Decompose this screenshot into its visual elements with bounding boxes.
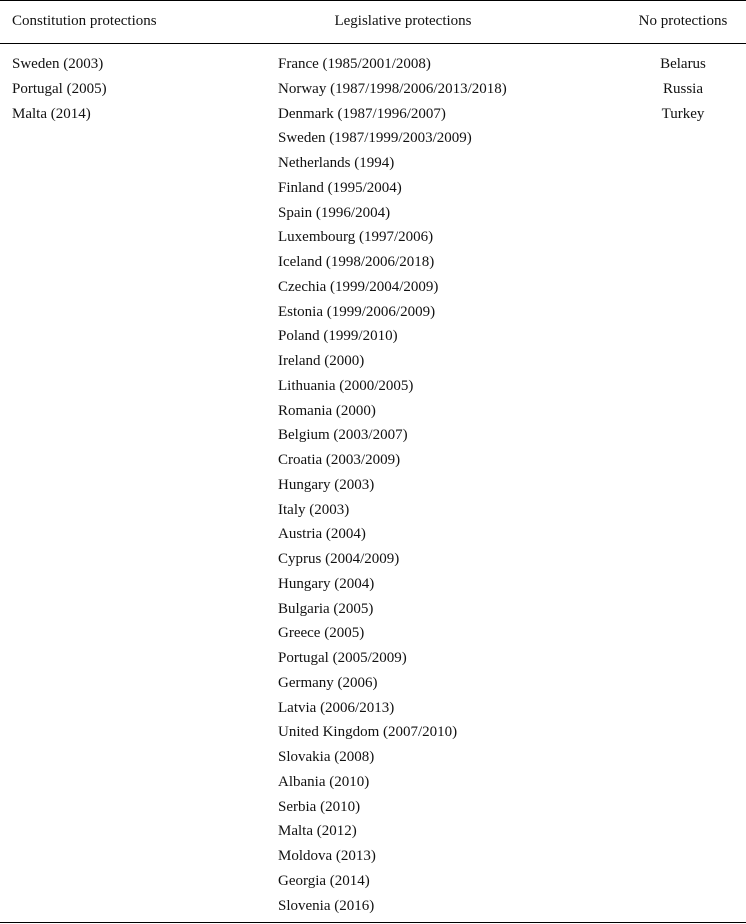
header-constitution-protections: Constitution protections xyxy=(12,13,157,29)
table-cell: Romania (2000) xyxy=(278,402,376,419)
table-cell: Greece (2005) xyxy=(278,625,365,642)
table-cell: Belarus xyxy=(660,56,706,72)
table-cell: United Kingdom (2007/2010) xyxy=(278,724,458,741)
table-cell: Portugal (2005) xyxy=(12,80,107,97)
table-cell: Serbia (2010) xyxy=(278,798,361,815)
table-cell: Denmark (1987/1996/2007) xyxy=(278,105,446,122)
table-cell: Estonia (1999/2006/2009) xyxy=(278,303,436,320)
table-cell: Croatia (2003/2009) xyxy=(278,452,401,468)
table-cell: Slovenia (2016) xyxy=(278,897,375,914)
table-cell: Netherlands (1994) xyxy=(278,155,395,171)
table-cell: Hungary (2003) xyxy=(278,476,375,493)
table-cell: Hungary (2004) xyxy=(278,575,375,592)
table-cell: Cyprus (2004/2009) xyxy=(278,551,400,567)
table-cell: France (1985/2001/2008) xyxy=(278,56,431,72)
table-cell: Latvia (2006/2013) xyxy=(278,699,395,716)
table-cell: Finland (1995/2004) xyxy=(278,179,402,196)
table-cell: Germany (2006) xyxy=(278,674,378,691)
table-header-rule xyxy=(0,43,746,44)
header-no-protections: No protections xyxy=(638,13,728,29)
table-cell: Spain (1996/2004) xyxy=(278,204,391,221)
header-legislative-protections: Legislative protections xyxy=(334,13,472,29)
legislative-protections-column xyxy=(278,52,507,918)
table-cell: Poland (1999/2010) xyxy=(278,328,398,345)
table-cell: Moldova (2013) xyxy=(278,848,376,864)
constitution-protections-column xyxy=(12,52,107,126)
table-cell: Sweden (1987/1999/2003/2009) xyxy=(278,130,472,147)
table-cell: Malta (2014) xyxy=(12,105,91,122)
table-cell: Sweden (2003) xyxy=(12,56,104,72)
table-cell: Portugal (2005/2009) xyxy=(278,650,407,666)
no-protections-column xyxy=(620,52,746,126)
table-header-row xyxy=(0,0,746,43)
table-cell: Luxembourg (1997/2006) xyxy=(278,229,434,246)
table-cell: Austria (2004) xyxy=(278,526,366,543)
table-cell: Russia xyxy=(662,80,703,97)
table-cell: Albania (2010) xyxy=(278,773,370,790)
table-cell: Ireland (2000) xyxy=(278,353,365,369)
table-cell: Norway (1987/1998/2006/2013/2018) xyxy=(278,80,507,97)
table-cell: Czechia (1999/2004/2009) xyxy=(278,278,439,295)
table-cell: Iceland (1998/2006/2018) xyxy=(278,254,435,270)
table-cell: Malta (2012) xyxy=(278,823,357,840)
table-cell: Slovakia (2008) xyxy=(278,749,375,765)
table-cell: Georgia (2014) xyxy=(278,872,370,889)
table-cell: Italy (2003) xyxy=(278,501,350,518)
table-cell: Belgium (2003/2007) xyxy=(278,427,408,444)
table-bottom-rule xyxy=(0,922,746,923)
table-cell: Turkey xyxy=(661,105,705,122)
table-cell: Lithuania (2000/2005) xyxy=(278,377,414,394)
table-cell: Bulgaria (2005) xyxy=(278,600,374,617)
